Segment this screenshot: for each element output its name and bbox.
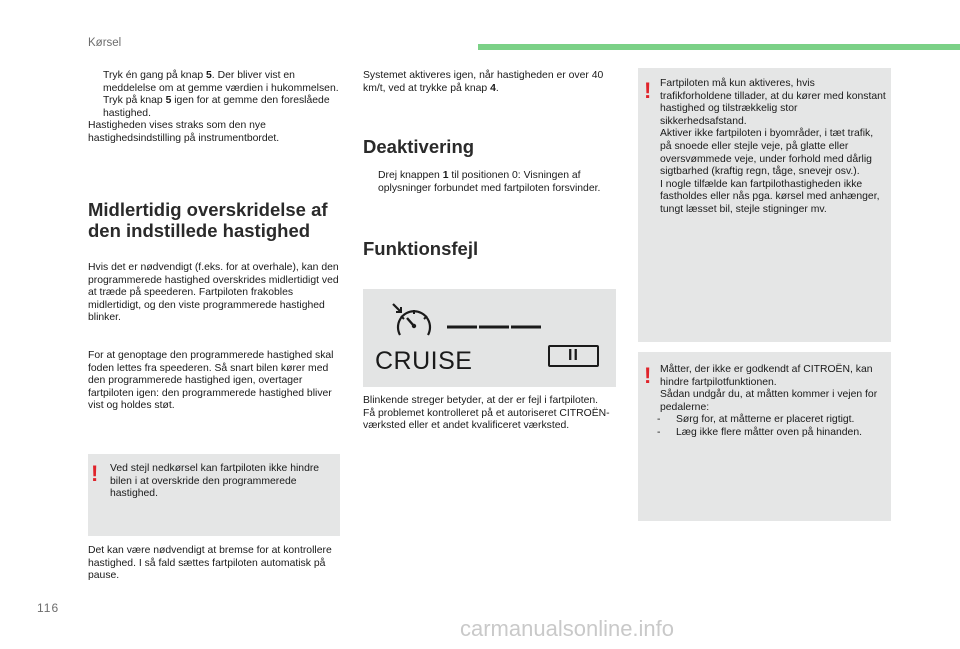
warning-line: Sådan undgår du, at måtten kommer i vejen for pedalerne: bbox=[660, 389, 878, 413]
intro-text: . bbox=[495, 82, 499, 94]
bullet-text: Drej knappen bbox=[378, 170, 443, 181]
warning-note bbox=[638, 68, 891, 342]
pause-indicator bbox=[548, 345, 599, 367]
warning-icon: ! bbox=[644, 363, 652, 388]
dash-item bbox=[657, 427, 888, 440]
paragraph bbox=[363, 395, 616, 433]
warning-line: I nogle tilfælde kan fartpilothastigheden ikke fastholdes eller nås pga. kørsel med anhænger, tungt læsset bil, stejle stigninger mv. bbox=[660, 178, 880, 215]
paragraph: Hvis det er nødvendigt (f.eks. for at overhale), kan den programmerede hastighed overskrides midlertidigt ved at træde på speederen. Fartpiloten frakobles midlertidigt, og den viste programmerede hastighed blinker. bbox=[88, 262, 339, 324]
warning-icon: ! bbox=[644, 78, 652, 103]
cruise-label: CRUISE bbox=[375, 347, 473, 375]
dash-marker: - bbox=[657, 414, 661, 426]
warning-icon: ! bbox=[91, 461, 99, 486]
pause-icon: II bbox=[568, 347, 579, 364]
bullet-text: . Der bliver vist en meddelelse om at gemme værdien i hukommelsen. bbox=[103, 70, 339, 94]
column-1 bbox=[88, 70, 341, 146]
page-number: 116 bbox=[37, 601, 60, 615]
section-label: Kørsel bbox=[88, 37, 122, 49]
fault-text: Blinkende streger betyder, at der er fejl i fartpiloten. bbox=[363, 395, 599, 406]
warning-line: Aktiver ikke fartpiloten i byområder, i tæt trafik, på snoede eller stejle veje, på glatte eller oversvømmede veje, under forhold med dårlig sigtbarhed (kraftig regn, tåge, snevejr osv.). bbox=[660, 128, 874, 178]
bullet-text: Tryk på knap bbox=[103, 95, 166, 107]
watermark: carmanualsonline.info bbox=[460, 616, 675, 641]
warning-text: Ved stejl nedkørsel kan fartpiloten ikke hindre bilen i at overskride den programmerede hastighed. bbox=[110, 463, 320, 500]
paragraph: For at genoptage den programmerede hastighed skal foden lettes fra speederen. Så snart bilen kører med den programmerede hastighed igen, overtager fartpiloten igen: den programmerede hastighed bliver vist og holdes støt. bbox=[88, 350, 334, 412]
speed-dashes: ——— bbox=[447, 309, 543, 342]
dash-text: Læg ikke flere måtter oven på hinanden. bbox=[676, 426, 862, 438]
warning-text bbox=[657, 364, 888, 440]
dash-marker: - bbox=[657, 426, 661, 438]
button-number: 5 bbox=[165, 95, 172, 107]
warning-note bbox=[88, 454, 340, 536]
section-heading: Funktionsfejl bbox=[363, 238, 479, 259]
bullet-item bbox=[88, 70, 341, 95]
bullet-item bbox=[88, 95, 341, 120]
bullet-text: til positionen 0: Visningen af oplysninger forbundet med fartpiloten forsvinder. bbox=[378, 170, 601, 194]
paragraph: Hastigheden vises straks som den nye hastighedsindstilling på instrumentbordet. bbox=[88, 120, 280, 144]
button-number: 4 bbox=[490, 82, 496, 94]
bullet-text: igen for at gemme den foreslåede hastighed. bbox=[103, 95, 330, 119]
warning-note bbox=[638, 352, 891, 521]
button-number: 5 bbox=[206, 70, 212, 81]
button-number: 1 bbox=[442, 170, 449, 181]
section-color-bar bbox=[478, 44, 960, 50]
paragraph bbox=[363, 70, 616, 95]
paragraph: Det kan være nødvendigt at bremse for at kontrollere hastighed. I så fald sættes fartpiloten automatisk på pause. bbox=[88, 545, 332, 582]
intro-text: Systemet aktiveres igen, når hastigheden er over 40 km/t, ved at trykke på knap bbox=[363, 70, 604, 94]
dash-text: Sørg for, at måtterne er placeret rigtigt. bbox=[676, 414, 855, 426]
speedometer-icon bbox=[391, 303, 437, 345]
warning-line: Måtter, der ikke er godkendt af CITROËN, kan hindre fartpilotfunktionen. bbox=[660, 364, 873, 388]
fault-text: Få problemet kontrolleret på et autoriseret CITROËN-værksted eller et andet kvalificeret værksted. bbox=[363, 407, 610, 432]
bullet-item bbox=[363, 170, 616, 195]
warning-text bbox=[660, 78, 886, 217]
warning-line: Fartpiloten må kun aktiveres, hvis trafikforholdene tillader, at du kører med konstant hastighed og tilstrækkelig stor sikkerhedsafstand. bbox=[660, 78, 886, 127]
cruise-display-illustration bbox=[363, 289, 616, 387]
section-heading: Deaktivering bbox=[363, 136, 475, 157]
bullet-text: Tryk én gang på knap bbox=[103, 70, 207, 81]
dash-item bbox=[657, 414, 888, 427]
section-heading: Midlertidig overskridelse af den indstillede hastighed bbox=[88, 199, 328, 241]
